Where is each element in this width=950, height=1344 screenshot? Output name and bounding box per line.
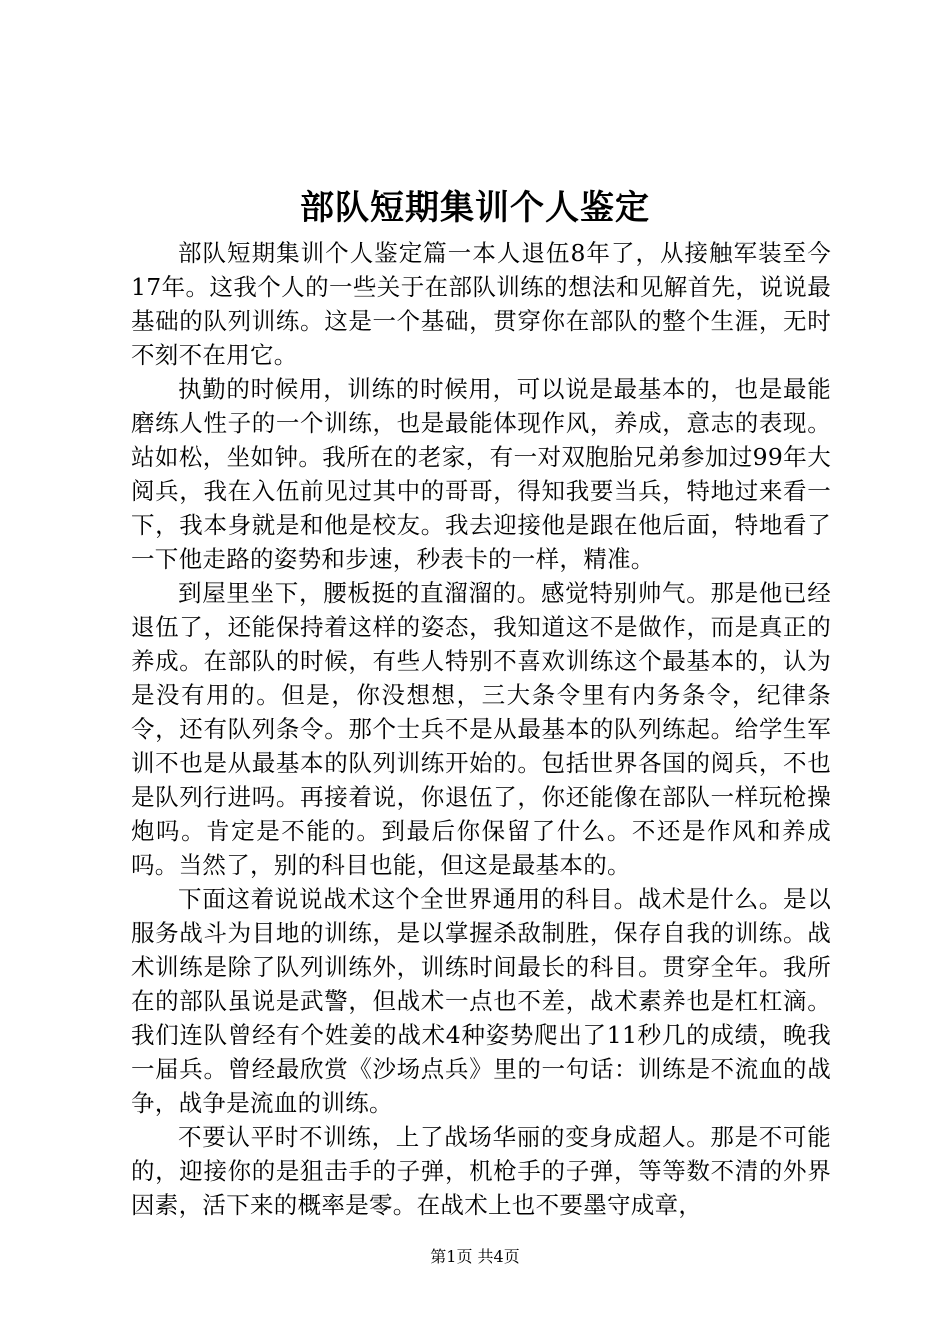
paragraph: 不要认平时不训练，上了战场华丽的变身成超人。那是不可能的，迎接你的是狙击手的子弹，机枪手的子弹，等等数不清的外界因素，活下来的概率是零。在战术上也不要墨守成章，	[131, 1123, 831, 1219]
paragraph: 执勤的时候用，训练的时候用，可以说是最基本的，也是最能磨练人性子的一个训练，也是最能体现作风，养成，意志的表现。站如松，坐如钟。我所在的老家，有一对双胞胎兄弟参加过99年大阅兵，我在入伍前见过其中的哥哥，得知我要当兵，特地过来看一下，我本身就是和他是校友。我去迎接他是跟在他后面，特地看了一下他走路的姿势和步速，秒表卡的一样，精准。	[131, 375, 831, 573]
page-number-footer: 第1页 共4页	[430, 1247, 520, 1266]
document-title: 部队短期集训个人鉴定	[300, 188, 650, 228]
document-body	[131, 236, 831, 1222]
paragraph: 下面这着说说战术这个全世界通用的科目。战术是什么。是以服务战斗为目地的训练，是以掌握杀敌制胜，保存自我的训练。战术训练是除了队列训练外，训练时间最长的科目。贯穿全年。我所在的部队虽说是武警，但战术一点也不差，战术素养也是杠杠滴。我们连队曾经有个姓姜的战术4种姿势爬出了11秒几的成绩，晚我一届兵。曾经最欣赏《沙场点兵》里的一句话：训练是不流血的战争，战争是流血的训练。	[131, 885, 831, 1117]
paragraph: 部队短期集训个人鉴定篇一本人退伍8年了，从接触军装至今17年。这我个人的一些关于在部队训练的想法和见解首先，说说最基础的队列训练。这是一个基础，贯穿你在部队的整个生涯，无时不刻不在用它。	[131, 239, 831, 369]
paragraph: 到屋里坐下，腰板挺的直溜溜的。感觉特别帅气。那是他已经退伍了，还能保持着这样的姿态，我知道这不是做作，而是真正的养成。在部队的时候，有些人特别不喜欢训练这个最基本的，认为是没有用的。但是，你没想想，三大条令里有内务条令，纪律条令，还有队列条令。那个士兵不是从最基本的队列练起。给学生军训不也是从最基本的队列训练开始的。包括世界各国的阅兵，不也是队列行进吗。再接着说，你退伍了，你还能像在部队一样玩枪操炮吗。肯定是不能的。到最后你保留了什么。不还是作风和养成吗。当然了，别的科目也能，但这是最基本的。	[131, 579, 831, 879]
